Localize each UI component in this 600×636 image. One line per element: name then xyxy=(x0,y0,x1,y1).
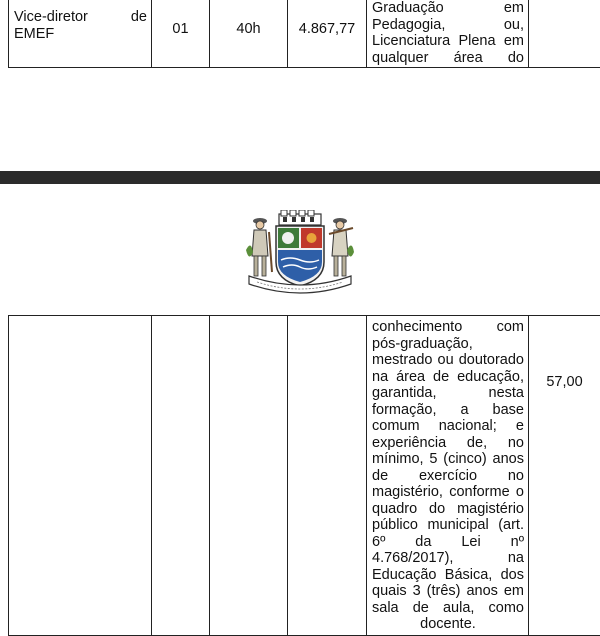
vagas-cell: 01 xyxy=(152,0,210,68)
table-top xyxy=(8,0,600,68)
req-line: 4.768/2017), na xyxy=(372,550,524,567)
req-line: conhecimento com xyxy=(372,319,524,336)
req-line: magistério, conforme o xyxy=(372,484,524,501)
cargo-line: Vice-diretor de xyxy=(14,9,147,26)
table-row xyxy=(9,316,600,636)
req-line: Educação Básica, dos xyxy=(372,567,524,584)
salario-cell: 4.867,77 xyxy=(288,0,367,68)
vagas-cell xyxy=(152,316,210,636)
carga-cell: 40h xyxy=(210,0,288,68)
table-row xyxy=(9,0,600,68)
req-line: quais 3 (três) anos em xyxy=(372,583,524,600)
cargo-cell xyxy=(9,316,152,636)
req-line: comum nacional; e xyxy=(372,418,524,435)
req-line: na área de educação, xyxy=(372,369,524,386)
page-break-band xyxy=(0,171,600,184)
cargo-cell xyxy=(9,0,152,68)
req-line: docente. xyxy=(372,616,524,633)
req-line: pós-graduação, xyxy=(372,336,524,353)
req-line: garantida, nesta xyxy=(372,385,524,402)
req-line: 6º da Lei nº xyxy=(372,534,524,551)
carga-cell xyxy=(210,316,288,636)
req-line: mestrado ou doutorado xyxy=(372,352,524,369)
salario-cell xyxy=(288,316,367,636)
pontos-cell: 57,00 xyxy=(529,316,600,636)
req-line: experiência de, no xyxy=(372,435,524,452)
req-line: mínimo, 5 (cinco) anos xyxy=(372,451,524,468)
table-bottom xyxy=(8,315,600,636)
requisitos-cell xyxy=(367,316,529,636)
pontos-cell xyxy=(529,0,600,68)
coat-of-arms-icon xyxy=(243,210,357,296)
req-line: de exercício no xyxy=(372,468,524,485)
req-line: público municipal (art. xyxy=(372,517,524,534)
req-line: formação, a base xyxy=(372,402,524,419)
req-line: Pedagogia, ou, xyxy=(372,17,524,34)
req-line: Graduação em xyxy=(372,0,524,17)
cargo-line: EMEF xyxy=(14,26,147,43)
req-line: Licenciatura Plena em xyxy=(372,33,524,50)
requisitos-cell xyxy=(367,0,529,68)
req-line: qualquer área do xyxy=(372,50,524,67)
req-line: quadro do magistério xyxy=(372,501,524,518)
req-line: sala de aula, como xyxy=(372,600,524,617)
